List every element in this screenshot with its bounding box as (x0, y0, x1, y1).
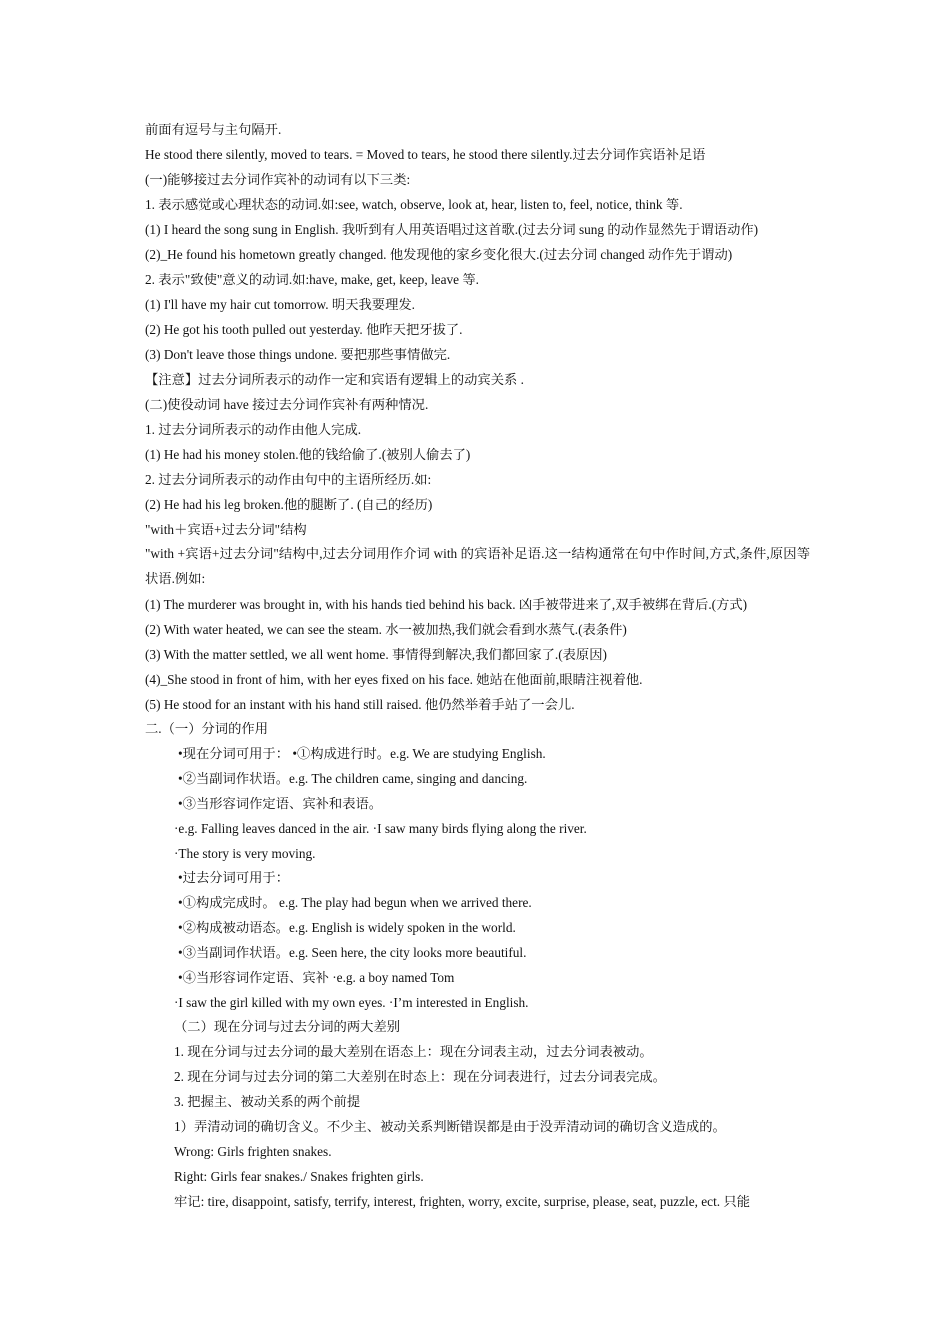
text-line: 牢记: tire, disappoint, satisfy, terrify, interest, frighten, worry, excite, surprise, please, seat, puzzle, ect. 只能 (174, 1194, 751, 1209)
paragraph: "with +宾语+过去分词"结构中,过去分词用作介词 with 的宾语补足语.这一结构通常在句中作时间,方式,条件,原因等状语.例如: (145, 546, 810, 586)
text-line: (3) With the matter settled, we all went home. 事情得到解决,我们都回家了.(表原因) (145, 647, 607, 662)
text-line: 3. 把握主、被动关系的两个前提 (174, 1094, 361, 1109)
bullet-line: •③当副词作状语。e.g. Seen here, the city looks more beautiful. (178, 945, 527, 960)
bullet-line: •过去分词可用于： (178, 870, 290, 885)
text-line: (5) He stood for an instant with his hand still raised. 他仍然举着手站了一会儿. (145, 697, 575, 712)
bullet-line: •现在分词可用于： •①构成进行时。e.g. We are studying English. (178, 746, 546, 761)
section-heading: （二）现在分词与过去分词的两大差别 (174, 1019, 401, 1034)
section-heading: 二.（一）分词的作用 (145, 721, 268, 736)
text-line: 1）弄清动词的确切含义。不少主、被动关系判断错误都是由于没弄清动词的确切含义造成的。 (174, 1119, 726, 1134)
text-line: He stood there silently, moved to tears. = Moved to tears, he stood there silently.过去分词作宾语补足语 (145, 147, 706, 162)
text-line: 2. 现在分词与过去分词的第二大差别在时态上：现在分词表进行，过去分词表完成。 (174, 1069, 666, 1084)
text-line: 1. 现在分词与过去分词的最大差别在语态上：现在分词表主动，过去分词表被动。 (174, 1044, 653, 1059)
text-line: (3) Don't leave those things undone. 要把那些事情做完. (145, 347, 451, 362)
example-line: ·I saw the girl killed with my own eyes. ·I’m interested in English. (174, 995, 529, 1010)
bullet-line: •④当形容词作定语、宾补 ·e.g. a boy named Tom (178, 970, 455, 985)
text-line: (2) He had his leg broken.他的腿断了. (自己的经历) (145, 497, 433, 512)
text-line: 2. 过去分词所表示的动作由句中的主语所经历.如: (145, 472, 432, 487)
text-line: 1. 过去分词所表示的动作由他人完成. (145, 422, 362, 437)
text-line: (1) He had his money stolen.他的钱给偷了.(被别人偷去了) (145, 447, 471, 462)
bullet-line: •②构成被动语态。e.g. English is widely spoken in the world. (178, 920, 516, 935)
example-line: Right: Girls fear snakes./ Snakes frighten girls. (174, 1169, 424, 1184)
text-line: 2. 表示"致使"意义的动词.如:have, make, get, keep, leave 等. (145, 272, 479, 287)
text-line: (一)能够接过去分词作宾补的动词有以下三类: (145, 172, 411, 187)
bullet-line: •③当形容词作定语、宾补和表语。 (178, 796, 383, 811)
example-line: ·The story is very moving. (174, 846, 316, 861)
note-line: 【注意】过去分词所表示的动作一定和宾语有逻辑上的动宾关系 . (145, 372, 524, 387)
text-line: 前面有逗号与主句隔开. (145, 122, 282, 137)
text-line: (1) The murderer was brought in, with his hands tied behind his back. 凶手被带进来了,双手被绑在背后.(方式) (145, 597, 748, 612)
bullet-line: •①构成完成时。 e.g. The play had begun when we arrived there. (178, 895, 532, 910)
text-line: (1) I'll have my hair cut tomorrow. 明天我要理发. (145, 297, 416, 312)
text-line: (2) He got his tooth pulled out yesterday. 他昨天把牙拔了. (145, 322, 463, 337)
text-line: (二)使役动词 have 接过去分词作宾补有两种情况. (145, 397, 429, 412)
text-line: (4)_She stood in front of him, with her eyes fixed on his face. 她站在他面前,眼睛注视着他. (145, 672, 643, 687)
example-line: Wrong: Girls frighten snakes. (174, 1144, 332, 1159)
text-line: (2) With water heated, we can see the steam. 水一被加热,我们就会看到水蒸气.(表条件) (145, 622, 627, 637)
section-heading: "with＋宾语+过去分词"结构 (145, 522, 307, 537)
text-line: 1. 表示感觉或心理状态的动词.如:see, watch, observe, look at, hear, listen to, feel, notice, think 等. (145, 197, 683, 212)
text-line: (1) I heard the song sung in English. 我听到有人用英语唱过这首歌.(过去分词 sung 的动作显然先于谓语动作) (145, 222, 759, 237)
bullet-line: •②当副词作状语。e.g. The children came, singing and dancing. (178, 771, 528, 786)
example-line: ·e.g. Falling leaves danced in the air. ·I saw many birds flying along the river. (174, 821, 587, 836)
text-line: (2)_He found his hometown greatly changed. 他发现他的家乡变化很大.(过去分词 changed 动作先于谓动) (145, 247, 733, 262)
